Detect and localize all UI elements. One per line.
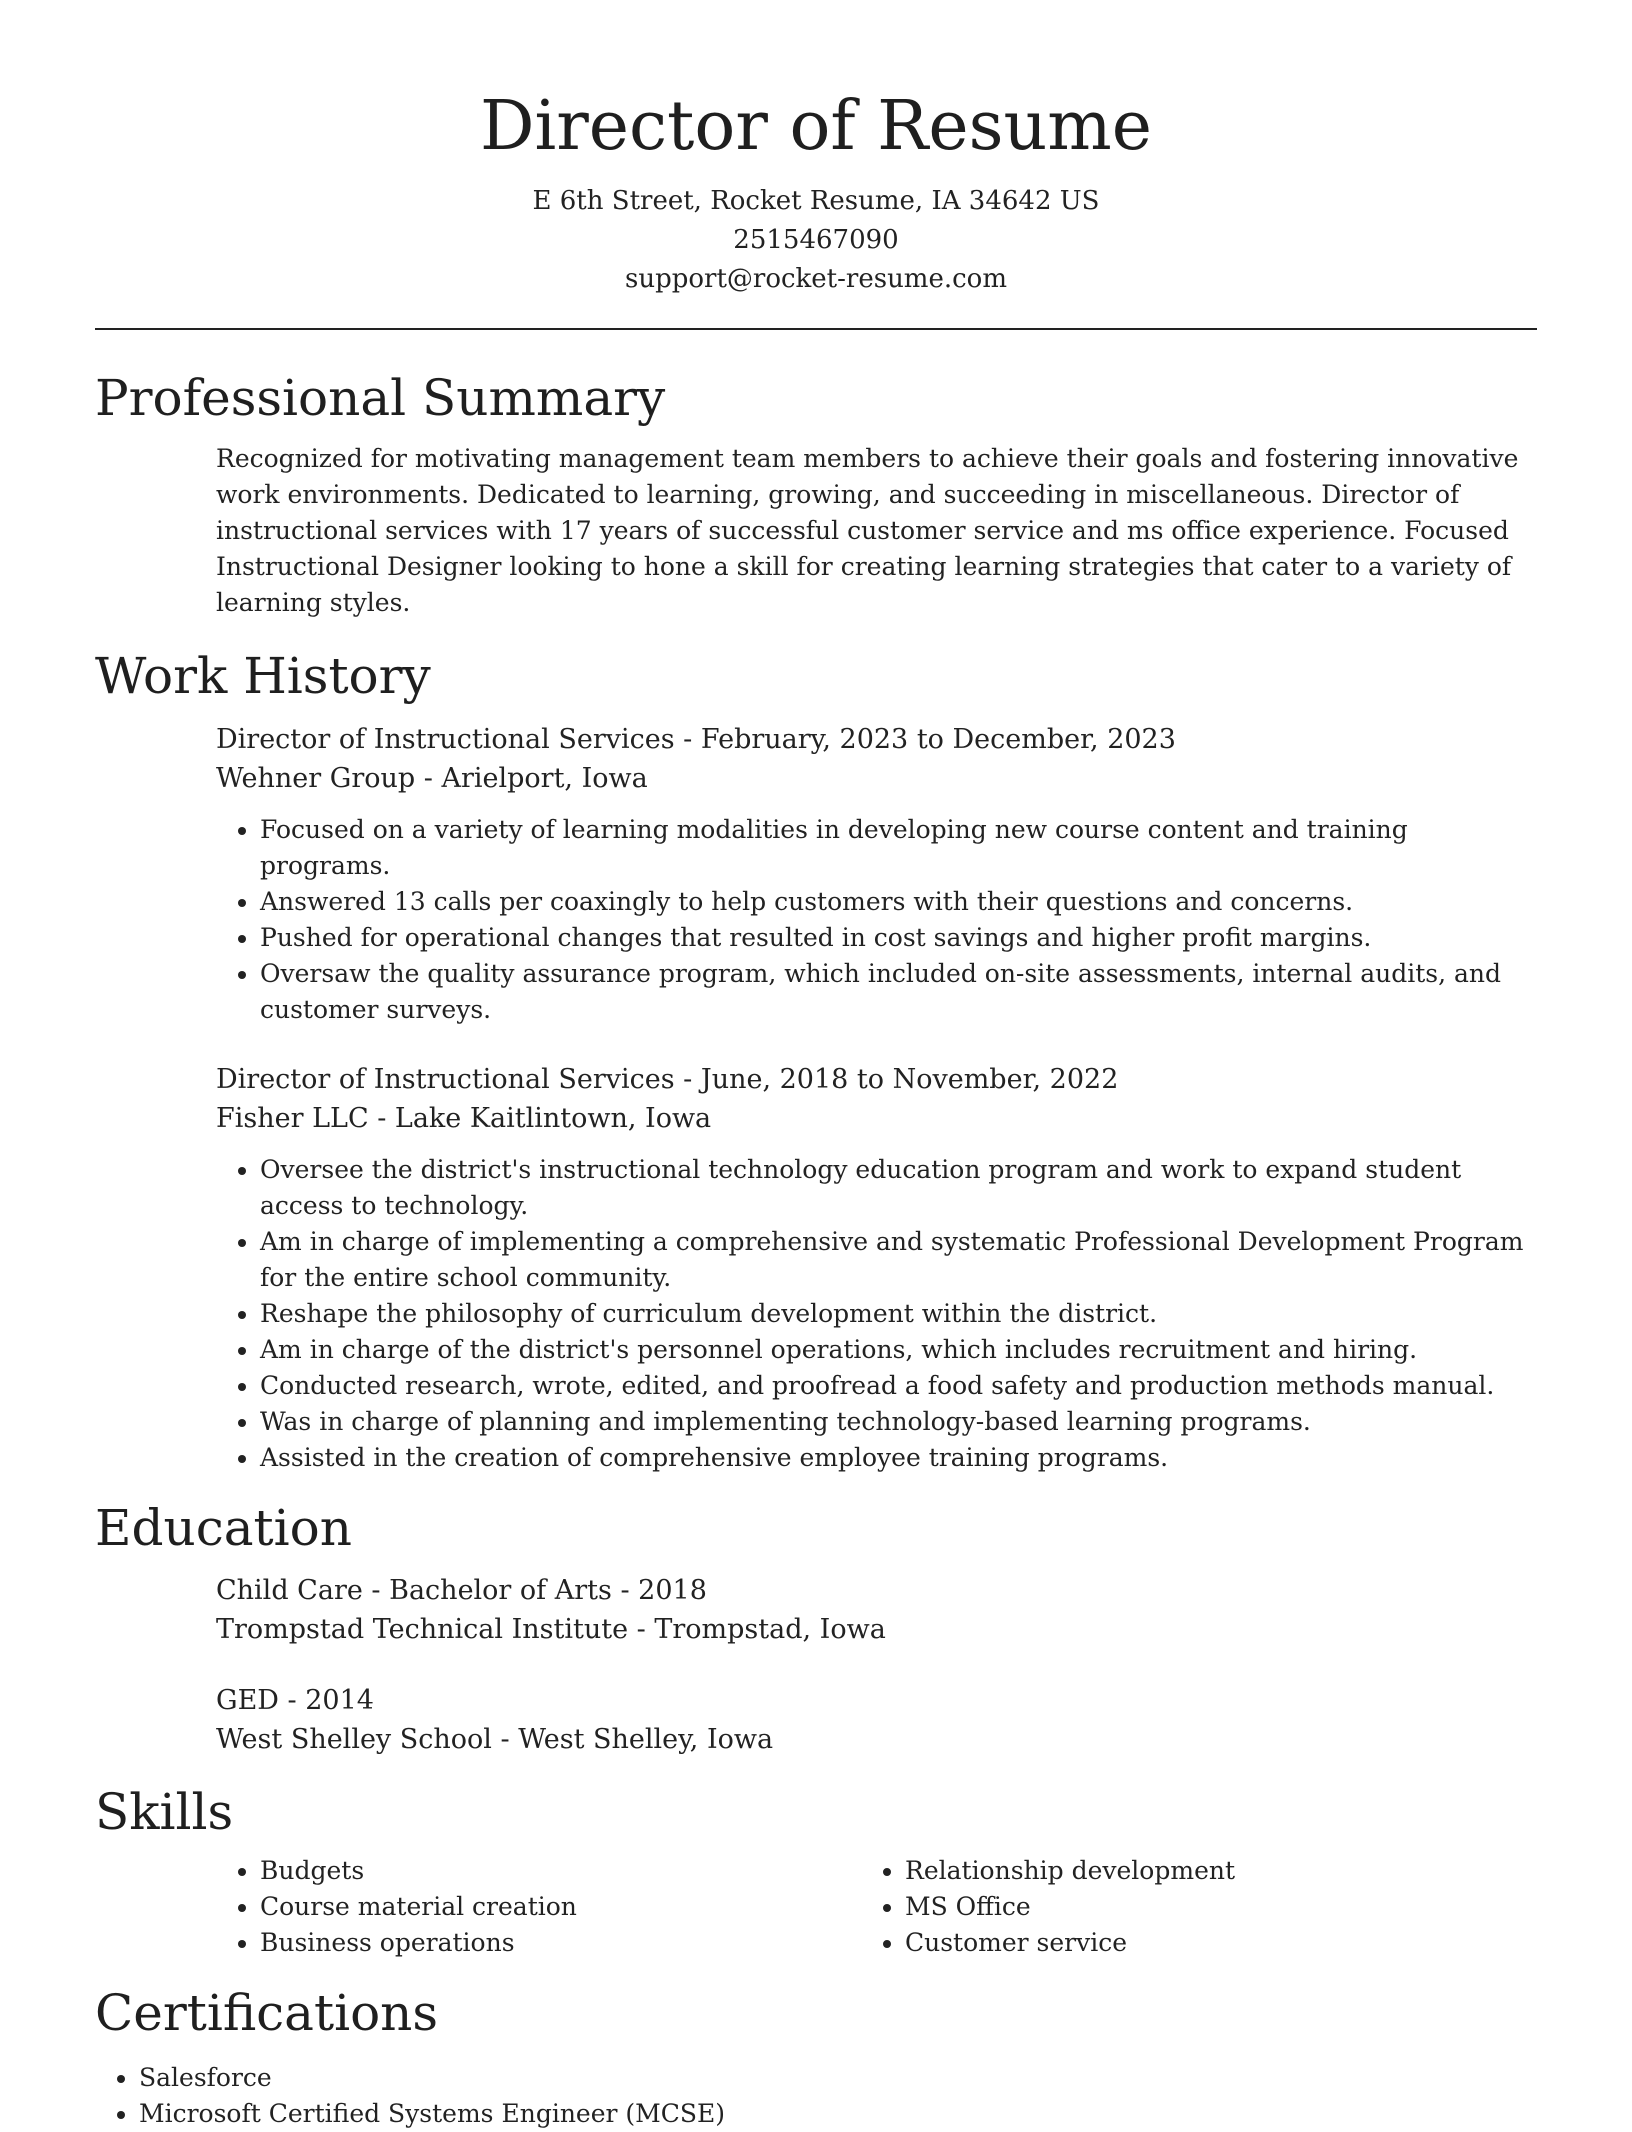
job-title-line <box>216 720 1537 759</box>
skill-item: • Customer service <box>905 1925 1235 1961</box>
job-bullets <box>216 1152 1537 1476</box>
contact-address: E 6th Street, Rocket Resume, IA 34642 US <box>532 186 1100 216</box>
job-bullet: • Am in charge of the district's personnel operations, which includes recruitment and hiring. <box>260 1332 1537 1368</box>
education-location: - West Shelley, Iowa <box>491 1724 774 1755</box>
education-school-line <box>216 1610 1537 1649</box>
job-bullets <box>216 812 1537 1028</box>
job-bullet: • Pushed for operational changes that resulted in cost savings and higher profit margins. <box>260 920 1537 956</box>
job-dates: - June, 2018 to November, 2022 <box>674 1064 1119 1095</box>
section-title-summary: Professional Summary <box>95 369 666 427</box>
job-bullet: • Reshape the philosophy of curriculum development within the district. <box>260 1296 1537 1332</box>
job-bullet: • Oversaw the quality assurance program, which included on-site assessments, internal audits, and customer surveys. <box>260 956 1537 1028</box>
education-school-line <box>216 1720 1537 1759</box>
job-bullet: • Assisted in the creation of comprehensive employee training programs. <box>260 1440 1537 1476</box>
education-entry <box>216 1571 1537 1649</box>
job-company: Fisher LLC <box>216 1103 369 1134</box>
skills-column-left <box>216 1853 866 1961</box>
job-company-line <box>216 1099 1537 1138</box>
job-company: Wehner Group <box>216 763 416 794</box>
skills-list <box>216 1853 1537 1961</box>
header-divider <box>95 328 1537 330</box>
resume-page <box>95 0 1537 2132</box>
education-degree-line <box>216 1681 1537 1720</box>
education-degree-line <box>216 1571 1537 1610</box>
skill-item: • Relationship development <box>905 1853 1235 1889</box>
contact-email: support@rocket-resume.com <box>624 264 1007 294</box>
contact-phone: 2515467090 <box>733 225 899 255</box>
skill-item: • Course material creation <box>260 1889 866 1925</box>
job-bullet: • Conducted research, wrote, edited, and proofread a food safety and production methods manual. <box>260 1368 1537 1404</box>
job-bullet: • Oversee the district's instructional technology education program and work to expand student access to technology. <box>260 1152 1537 1224</box>
education-year: - 2014 <box>278 1685 374 1716</box>
job-location: - Lake Kaitlintown, Iowa <box>368 1103 712 1134</box>
job-bullet: • Am in charge of implementing a comprehensive and systematic Professional Development Program for the entire school community. <box>260 1224 1537 1296</box>
job-bullet: • Was in charge of planning and implementing technology-based learning programs. <box>260 1404 1537 1440</box>
education-year: - 2018 <box>611 1575 707 1606</box>
education-location: - Trompstad, Iowa <box>628 1614 886 1645</box>
certification-item: • Salesforce <box>139 2060 1537 2096</box>
resume-name: Director of Resume <box>479 87 1153 166</box>
education-entry <box>216 1681 1537 1759</box>
skill-item: • Business operations <box>260 1925 866 1961</box>
job-entry <box>216 1060 1537 1476</box>
job-dates: - February, 2023 to December, 2023 <box>674 724 1176 755</box>
education-degree: GED <box>216 1685 279 1716</box>
summary-text: Recognized for motivating management team members to achieve their goals and fostering innovative work environments. Dedicated to learning, growing, and succeeding in miscellaneous. Director of instructional services with 17 years of successful customer service and ms office experience. Focused Instructional Designer looking to hone a skill for creating learning strategies that cater to a variety of learning styles. <box>216 444 1519 617</box>
certification-item: • Microsoft Certified Systems Engineer (MCSE) <box>139 2096 1537 2132</box>
resume-header <box>95 0 1537 299</box>
education-field: Child Care <box>216 1575 363 1606</box>
job-bullet: • Answered 13 calls per coaxingly to help customers with their questions and concerns. <box>260 884 1537 920</box>
job-role: Director of Instructional Services <box>216 1064 675 1095</box>
job-location: - Arielport, Iowa <box>415 763 648 794</box>
section-title-certifications: Certifications <box>95 1984 439 2042</box>
job-title-line <box>216 1060 1537 1099</box>
certifications-list <box>95 2060 1537 2132</box>
job-bullet: • Focused on a variety of learning modalities in developing new course content and training programs. <box>260 812 1537 884</box>
section-title-education: Education <box>95 1499 352 1557</box>
education-degree: - Bachelor of Arts <box>362 1575 612 1606</box>
education-school: West Shelley School <box>216 1724 492 1755</box>
job-entry <box>216 720 1537 1028</box>
skill-item: • MS Office <box>905 1889 1235 1925</box>
section-title-skills: Skills <box>95 1783 234 1841</box>
skill-item: • Budgets <box>260 1853 866 1889</box>
contact-info <box>95 182 1537 299</box>
skills-column-right <box>861 1853 1235 1961</box>
education-school: Trompstad Technical Institute <box>216 1614 629 1645</box>
job-company-line <box>216 759 1537 798</box>
job-role: Director of Instructional Services <box>216 724 675 755</box>
section-title-work-history: Work History <box>95 647 431 705</box>
